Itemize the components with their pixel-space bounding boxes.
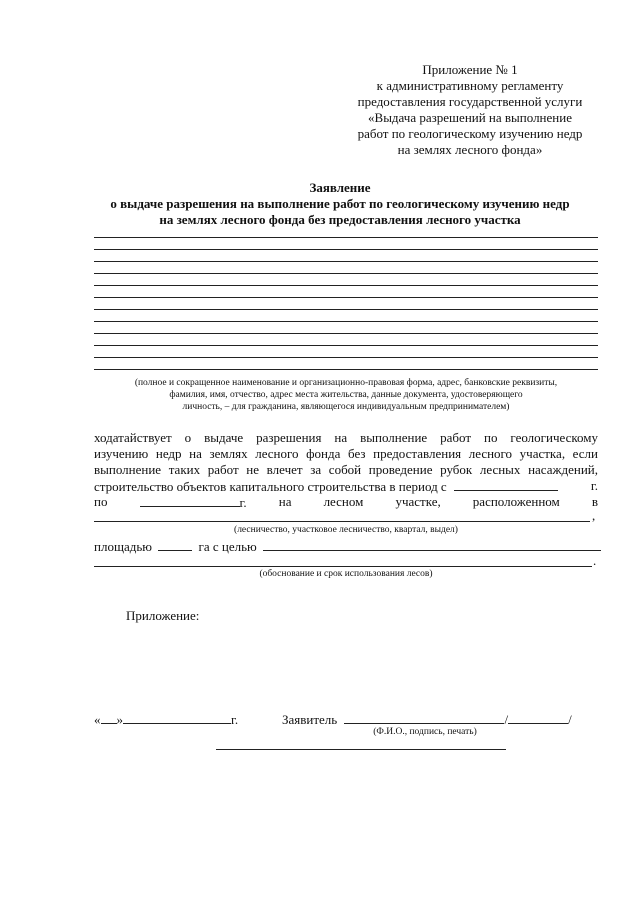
body-line-2: изучению недр на землях лесного фонда без предоставления лесного участка, если xyxy=(94,446,598,461)
caption-line: фамилия, имя, отчество, адрес места жительства, данные документа, удостоверяющего xyxy=(169,390,523,400)
date-year-suffix: г. xyxy=(231,712,239,727)
area-label: площадью xyxy=(94,539,152,554)
period-end-year-suffix: г. xyxy=(239,495,247,510)
location-comma: , xyxy=(592,508,596,523)
header-line: Приложение № 1 xyxy=(422,62,518,77)
quote-close: » xyxy=(116,712,123,727)
body-line-5 xyxy=(94,494,598,511)
v-word: в xyxy=(591,494,598,509)
applicant-label: Заявитель xyxy=(282,712,338,727)
header-line: предоставления государственной услуги xyxy=(357,94,583,109)
fill-line[interactable] xyxy=(94,345,598,346)
caption-line: личность, – для гражданина, являющегося индивидуальным предпринимателем) xyxy=(182,402,510,412)
fill-line[interactable] xyxy=(94,357,598,358)
slash-2: / xyxy=(568,712,572,727)
fill-line[interactable] xyxy=(94,261,598,262)
area-purpose-line xyxy=(94,538,598,555)
stamp-line[interactable] xyxy=(216,749,506,750)
header-line: к административному регламенту xyxy=(376,78,564,93)
fill-line[interactable] xyxy=(94,309,598,310)
header-line: на землях лесного фонда» xyxy=(397,142,543,157)
purpose-caption: (обоснование и срок использования лесов) xyxy=(259,569,433,579)
period-text: строительство объектов капитального строительства в период с xyxy=(94,479,447,494)
fill-line[interactable] xyxy=(94,369,598,370)
fill-line[interactable] xyxy=(94,333,598,334)
uchastke-word: участке, xyxy=(395,494,441,509)
po-label: по xyxy=(94,494,108,509)
header-line: «Выдача разрешений на выполнение xyxy=(368,110,572,125)
fill-line[interactable] xyxy=(94,285,598,286)
location-field[interactable] xyxy=(94,521,590,522)
purpose-continuation-field[interactable] xyxy=(94,566,592,567)
body-line-3: выполнение таких работ не влечет за собой проведение рубок лесных насаждений, xyxy=(94,462,598,477)
body-line-1: ходатайствует о выдаче разрешения на выполнение работ по геологическому xyxy=(94,430,598,445)
caption-line: (полное и сокращенное наименование и организационно-правовая форма, адрес, банковские реквизиты, xyxy=(134,378,558,388)
applicant-sign-field[interactable] xyxy=(508,711,568,724)
raspolozhennom-word: расположенном xyxy=(472,494,560,509)
lesnom-word: лесном xyxy=(323,494,364,509)
na-word: на xyxy=(278,494,292,509)
header-line: работ по геологическому изучению недр xyxy=(357,126,583,141)
day-field[interactable] xyxy=(101,711,117,724)
month-field[interactable] xyxy=(123,711,231,724)
fill-line[interactable] xyxy=(94,321,598,322)
period-start-field[interactable] xyxy=(454,478,558,491)
title-main: Заявление xyxy=(309,180,371,195)
document-title xyxy=(60,180,620,228)
body-line-4 xyxy=(94,478,598,495)
fill-line[interactable] xyxy=(94,249,598,250)
applicant-name-field[interactable] xyxy=(344,711,504,724)
appendix-header xyxy=(330,62,610,158)
location-caption: (лесничество, участковое лесничество, квартал, выдел) xyxy=(234,525,458,535)
purpose-field[interactable] xyxy=(263,538,601,551)
period-end-field[interactable] xyxy=(140,494,240,507)
date-line xyxy=(94,711,238,728)
slash-1: / xyxy=(504,712,509,727)
signature-caption: (Ф.И.О., подпись, печать) xyxy=(373,727,477,737)
quote-open: « xyxy=(94,712,101,727)
fill-line[interactable] xyxy=(94,237,598,238)
fill-line[interactable] xyxy=(94,273,598,274)
area-unit-purpose-label: га с целью xyxy=(198,539,257,554)
applicant-caption xyxy=(94,377,598,413)
purpose-period: . xyxy=(593,553,597,568)
title-subtitle-1: о выдаче разрешения на выполнение работ по геологическому изучению недр xyxy=(110,196,570,211)
title-subtitle-2: на землях лесного фонда без предоставления лесного участка xyxy=(159,212,521,227)
fill-line[interactable] xyxy=(94,297,598,298)
area-field[interactable] xyxy=(158,538,192,551)
period-start-year-suffix: г. xyxy=(590,478,598,493)
attachment-label: Приложение: xyxy=(126,608,200,623)
